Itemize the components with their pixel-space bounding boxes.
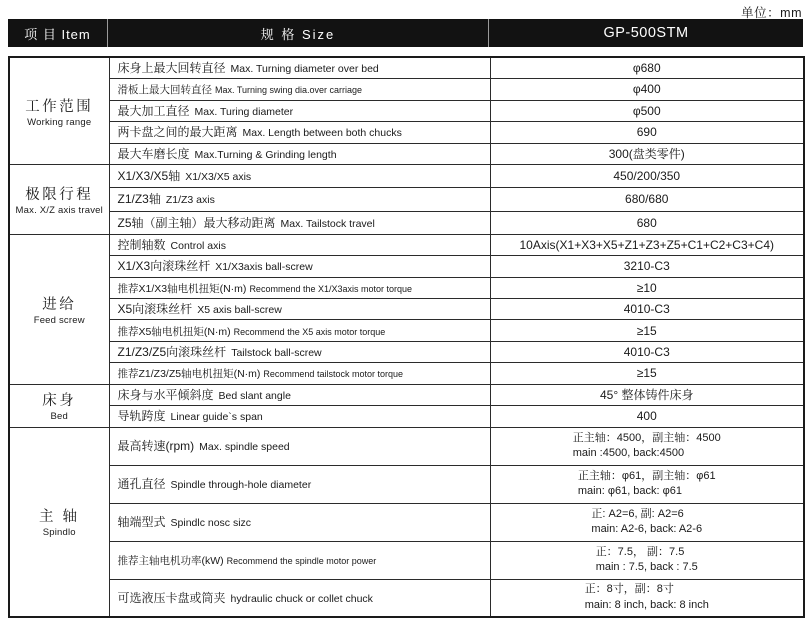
spec-label-en: Bed slant angle — [218, 389, 291, 402]
spec-label-zh: 滑板上最大回转直径 — [117, 84, 212, 97]
spec-value-multiline — [591, 507, 702, 538]
spec-label-zh: X1/X3向滚珠丝杆 — [117, 259, 211, 274]
spec-label-cell — [109, 406, 490, 428]
spec-row — [9, 165, 804, 188]
spec-value-cell: ≥15 — [490, 320, 804, 341]
spec-value-cell: φ400 — [490, 79, 804, 101]
spec-value-cell — [490, 465, 804, 503]
spec-row — [9, 503, 804, 541]
group-name-en: Working range — [27, 116, 92, 128]
spec-label-en: Max. Length between both chucks — [242, 127, 402, 140]
spec-row — [9, 363, 804, 384]
group-name-zh: 工作范围 — [25, 98, 94, 115]
spec-row — [9, 256, 804, 277]
spec-row — [9, 277, 804, 298]
spec-label-zh: 最高转速(rpm) — [117, 439, 195, 454]
spec-row — [9, 79, 804, 101]
unit-label: 单位：mm — [741, 6, 802, 20]
spec-label-zh: X1/X3/X5轴 — [117, 169, 181, 184]
spec-label-cell — [109, 165, 490, 188]
group-name-en: Spindlo — [42, 527, 76, 539]
spec-value-multiline — [578, 469, 716, 500]
header-item-column: 项 目 Item — [8, 19, 108, 47]
spec-label-cell — [109, 427, 490, 465]
spec-value-cell: ≥10 — [490, 277, 804, 298]
spec-label-en: Recommend the spindle motor power — [226, 556, 377, 567]
spec-value-cell — [490, 541, 804, 579]
spec-value-line: main : 7.5, back : 7.5 — [595, 561, 698, 574]
spec-label-cell — [109, 384, 490, 406]
spec-row — [9, 427, 804, 465]
spec-row — [9, 211, 804, 234]
spec-row — [9, 100, 804, 122]
spec-label-cell — [109, 100, 490, 122]
spec-value-line: 正主轴：4500，副主轴：4500 — [572, 431, 721, 444]
spec-label-en: Spindlc nosc sizc — [170, 517, 252, 530]
spec-row — [9, 320, 804, 341]
spec-label-cell — [109, 299, 490, 320]
spec-value-multiline — [585, 582, 709, 613]
spec-label-en: Linear guide`s span — [170, 411, 263, 424]
spec-value-cell: 3210-C3 — [490, 256, 804, 277]
spec-label-zh: 床身上最大回转直径 — [117, 61, 226, 75]
spec-table-body — [9, 57, 804, 617]
spec-label-en: Recommend tailstock motor torque — [263, 369, 403, 380]
spec-row — [9, 57, 804, 79]
spec-value-line: 正: A2=6, 副: A2=6 — [591, 507, 684, 520]
spec-value-line: 正主轴：φ61，副主轴：φ61 — [577, 469, 716, 482]
spec-label-zh: 推荐Z1/Z3/Z5轴电机扭矩(N·m) — [117, 368, 261, 381]
group-name-zh: 进给 — [42, 296, 77, 313]
spec-label-cell — [109, 320, 490, 341]
spec-value-line: 正：8寸，副：8寸 — [584, 583, 674, 596]
spec-value-cell — [490, 579, 804, 617]
spec-value-cell: 400 — [490, 406, 804, 428]
spec-label-zh: 轴端型式 — [117, 515, 166, 530]
spec-label-en: Tailstock ball-screw — [231, 347, 322, 360]
spec-label-zh: 可选液压卡盘或筒夹 — [117, 590, 226, 605]
spec-value-cell: φ680 — [490, 57, 804, 79]
spec-row — [9, 122, 804, 144]
spec-label-cell — [109, 256, 490, 277]
spec-label-zh: 最大车磨长度 — [117, 146, 190, 161]
spec-label-cell — [109, 79, 490, 101]
spec-label-en: Control axis — [170, 240, 226, 253]
group-cell — [9, 234, 109, 384]
spec-label-cell — [109, 211, 490, 234]
group-name-zh: 极限行程 — [25, 186, 94, 203]
spec-label-en: Max. Turing diameter — [194, 105, 294, 118]
spec-label-en: Max. spindle speed — [199, 441, 290, 454]
spec-value-cell: 4010-C3 — [490, 299, 804, 320]
spec-label-cell — [109, 122, 490, 144]
spec-row — [9, 143, 804, 165]
spec-label-zh: 推荐X5轴电机扭矩(N·m) — [117, 325, 231, 338]
spec-label-zh: 通孔直径 — [117, 477, 166, 492]
spec-value-cell: φ500 — [490, 100, 804, 122]
group-name-zh: 主 轴 — [38, 509, 80, 526]
spec-value-cell: 680 — [490, 211, 804, 234]
spec-value-cell — [490, 503, 804, 541]
header-model-column: GP-500STM — [603, 25, 689, 41]
spec-row — [9, 384, 804, 406]
spec-label-zh: 推荐主轴电机功率(kW) — [117, 555, 224, 568]
spec-value-line: main: A2-6, back: A2-6 — [591, 523, 703, 536]
spec-row — [9, 465, 804, 503]
spec-label-zh: Z5轴（副主轴）最大移动距离 — [117, 215, 276, 230]
spec-label-cell — [109, 57, 490, 79]
spec-row — [9, 541, 804, 579]
spec-label-zh: 两卡盘之间的最大距离 — [117, 125, 238, 140]
header-size-column: 规 格 Size — [108, 19, 489, 47]
spec-label-en: X1/X3axis ball-screw — [215, 261, 313, 274]
spec-label-en: Spindle through-hole diameter — [170, 479, 312, 492]
spec-label-cell — [109, 143, 490, 165]
spec-row — [9, 188, 804, 211]
spec-row — [9, 579, 804, 617]
spec-label-cell — [109, 341, 490, 362]
spec-row — [9, 234, 804, 255]
spec-value-cell: 10Axis(X1+X3+X5+Z1+Z3+Z5+C1+C2+C3+C4) — [490, 234, 804, 255]
spec-label-zh: Z1/Z3/Z5向滚珠丝杆 — [117, 345, 227, 360]
spec-label-en: Max. Turning swing dia.over carriage — [215, 85, 363, 96]
spec-label-zh: 导轨跨度 — [117, 409, 166, 424]
spec-label-zh: 床身与水平倾斜度 — [117, 387, 214, 402]
spec-label-cell — [109, 503, 490, 541]
spec-label-cell — [109, 363, 490, 384]
spec-value-cell — [490, 427, 804, 465]
spec-label-cell — [109, 465, 490, 503]
group-cell — [9, 57, 109, 165]
table-header-bar — [8, 19, 803, 47]
group-cell — [9, 165, 109, 235]
spec-label-en: Recommend the X5 axis motor torque — [233, 326, 386, 337]
spec-label-zh: Z1/Z3轴 — [117, 192, 161, 207]
spec-label-cell — [109, 188, 490, 211]
spec-label-cell — [109, 234, 490, 255]
spec-row — [9, 299, 804, 320]
group-name-en: Max. X/Z axis travel — [15, 204, 103, 216]
spec-value-line: 正：7.5， 副：7.5 — [595, 545, 685, 558]
spec-value-multiline — [596, 545, 698, 576]
spec-label-cell — [109, 277, 490, 298]
spec-label-en: hydraulic chuck or collet chuck — [230, 592, 373, 605]
spec-table — [8, 56, 805, 618]
spec-label-en: X1/X3/X5 axis — [185, 171, 252, 184]
spec-value-line: main: φ61, back: φ61 — [577, 485, 683, 498]
spec-label-en: Max.Turning & Grinding length — [194, 148, 337, 161]
spec-label-zh: 推荐X1/X3轴电机扭矩(N·m) — [117, 282, 247, 295]
spec-value-cell: 450/200/350 — [490, 165, 804, 188]
group-cell — [9, 427, 109, 617]
spec-row — [9, 341, 804, 362]
spec-label-en: Recommend the X1/X3axis motor torque — [249, 283, 413, 294]
spec-label-cell — [109, 579, 490, 617]
spec-value-cell: ≥15 — [490, 363, 804, 384]
spec-value-cell: 300(盘类零件) — [490, 143, 804, 165]
group-name-en: Bed — [50, 411, 68, 423]
spec-label-en: X5 axis ball-screw — [197, 304, 282, 317]
spec-label-cell — [109, 541, 490, 579]
spec-value-cell: 680/680 — [490, 188, 804, 211]
spec-value-cell: 4010-C3 — [490, 341, 804, 362]
spec-value-line: main :4500, back:4500 — [572, 447, 685, 460]
group-cell — [9, 384, 109, 427]
spec-row — [9, 406, 804, 428]
spec-value-multiline — [573, 431, 721, 462]
spec-label-en: Z1/Z3 axis — [165, 194, 215, 207]
group-name-en: Feed screw — [33, 314, 85, 326]
spec-label-en: Max. Turning diameter over bed — [230, 63, 379, 75]
spec-label-zh: 最大加工直径 — [117, 103, 190, 118]
spec-label-en: Max. Tailstock travel — [280, 217, 375, 230]
spec-label-zh: X5向滚珠丝杆 — [117, 302, 193, 317]
spec-value-cell: 45° 整体铸件床身 — [490, 384, 804, 406]
group-name-zh: 床身 — [42, 393, 77, 410]
spec-value-cell: 690 — [490, 122, 804, 144]
spec-value-line: main: 8 inch, back: 8 inch — [584, 598, 709, 611]
spec-label-zh: 控制轴数 — [117, 238, 166, 253]
